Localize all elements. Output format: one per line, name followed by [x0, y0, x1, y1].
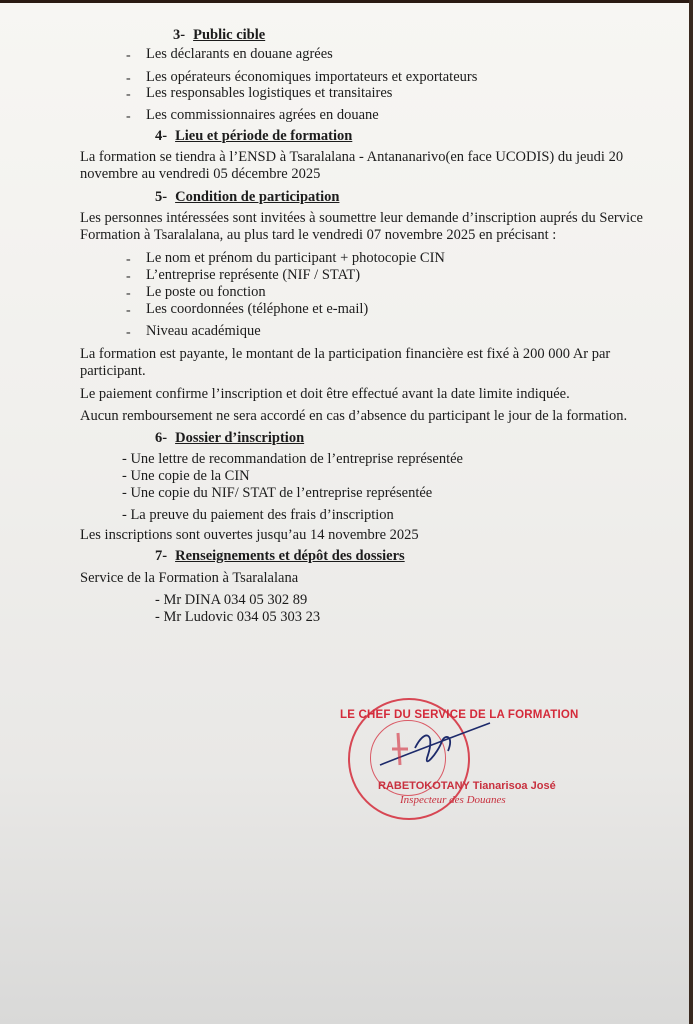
section-title: Dossier d’inscription: [175, 430, 305, 446]
section-title: Renseignements et dépôt des dossiers: [175, 548, 405, 564]
signature-block: [330, 693, 579, 823]
list-item: Les opérateurs économiques importateurs et exportateurs: [146, 69, 478, 85]
paragraph-line: Les personnes intéressées sont invitées à soumettre leur demande d’inscription auprés du Service: [80, 210, 643, 226]
section-title: Public cible: [193, 27, 266, 43]
section-title: Lieu et période de formation: [175, 128, 353, 144]
bullet-dash: -: [126, 325, 131, 340]
signatory-title: LE CHEF DU SERVICE DE LA FORMATION: [340, 709, 579, 721]
bullet-dash: -: [126, 252, 131, 267]
list-item: Les commissionnaires agrées en douane: [146, 107, 379, 123]
signatory-name: RABETOKOTANY Tianarisoa José: [378, 780, 556, 792]
bullet-dash: -: [126, 303, 131, 318]
signatory-role: Inspecteur des Douanes: [400, 794, 506, 806]
list-item: L’entreprise représente (NIF / STAT): [146, 267, 361, 283]
paragraph-line: Formation à Tsaralalana, au plus tard le vendredi 07 novembre 2025 en précisant :: [80, 227, 557, 243]
section-number: 3-: [173, 27, 186, 43]
paragraph-line: La formation est payante, le montant de la participation financière est fixé à 200 000 Ar par: [80, 346, 611, 362]
paragraph-line: Aucun remboursement ne sera accordé en cas d’absence du participant le jour de la formation.: [80, 408, 628, 424]
section-number: 6-: [155, 430, 168, 446]
bullet-dash: -: [126, 286, 131, 301]
bullet-dash: -: [126, 71, 131, 86]
list-item: - Une lettre de recommandation de l’entreprise représentée: [122, 451, 463, 467]
paragraph-line: novembre au vendredi 05 décembre 2025: [80, 166, 321, 182]
contact-line: - Mr Ludovic 034 05 303 23: [155, 609, 321, 625]
contact-line: - Mr DINA 034 05 302 89: [155, 592, 308, 608]
paragraph-line: participant.: [80, 363, 146, 379]
list-item: - La preuve du paiement des frais d’inscription: [122, 507, 394, 523]
page-edge: [689, 0, 693, 1024]
list-item: - Une copie de la CIN: [122, 468, 250, 484]
section-6-heading: [155, 430, 304, 447]
section-3-heading: [173, 27, 265, 44]
bullet-dash: -: [126, 269, 131, 284]
paragraph-line: Service de la Formation à Tsaralalana: [80, 570, 299, 586]
section-5-heading: [155, 189, 339, 206]
list-item: - Une copie du NIF/ STAT de l’entreprise représentée: [122, 485, 433, 501]
list-item: Niveau académique: [146, 323, 261, 339]
section-title: Condition de participation: [175, 189, 340, 205]
paragraph-line: Les inscriptions sont ouvertes jusqu’au 14 novembre 2025: [80, 527, 419, 543]
list-item: Les coordonnées (téléphone et e-mail): [146, 301, 369, 317]
list-item: Le poste ou fonction: [146, 284, 266, 300]
section-number: 4-: [155, 128, 168, 144]
list-item: Les déclarants en douane agrées: [146, 46, 333, 62]
bullet-dash: -: [126, 48, 131, 63]
section-4-heading: [155, 128, 352, 145]
section-number: 7-: [155, 548, 168, 564]
paragraph-line: La formation se tiendra à l’ENSD à Tsaralalana - Antananarivo(en face UCODIS) du jeudi 20: [80, 149, 624, 165]
paragraph-line: Le paiement confirme l’inscription et doit être effectué avant la date limite indiquée.: [80, 386, 570, 402]
bullet-dash: -: [126, 109, 131, 124]
section-7-heading: [155, 548, 405, 565]
list-item: Les responsables logistiques et transitaires: [146, 85, 393, 101]
list-item: Le nom et prénom du participant + photocopie CIN: [146, 250, 445, 266]
document-page: [0, 3, 690, 1024]
section-number: 5-: [155, 189, 168, 205]
bullet-dash: -: [126, 87, 131, 102]
